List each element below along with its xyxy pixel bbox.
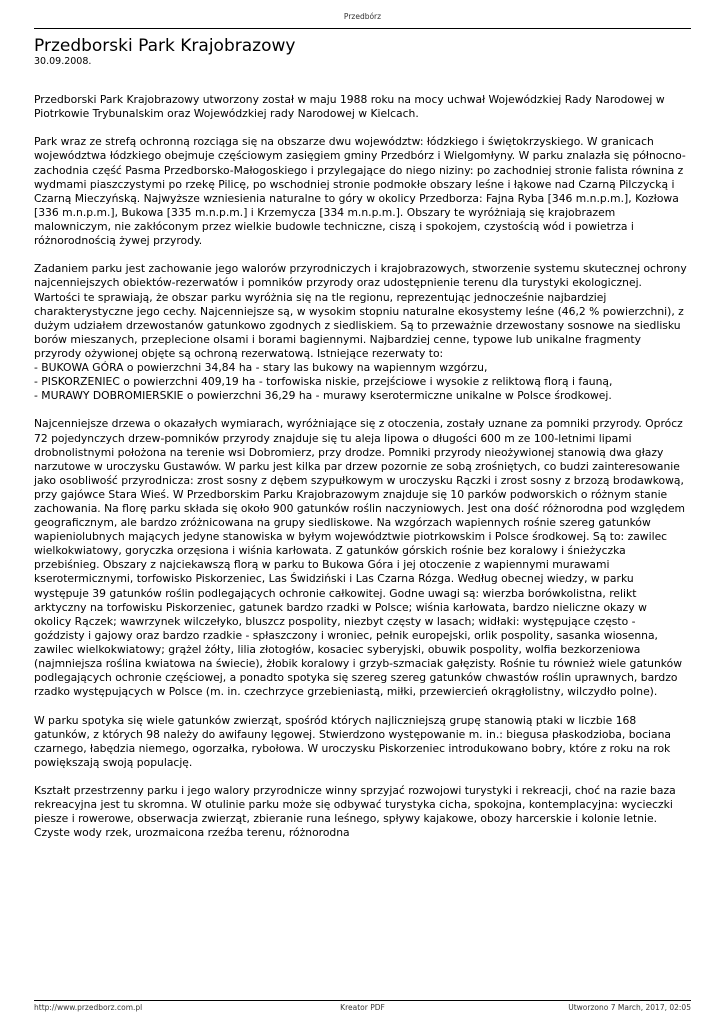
page-header <box>34 12 691 29</box>
paragraph: Najcenniejsze drzewa o okazałych wymiarach, wyróżniające się z otoczenia, zostały uznane za pomniki przyrody. Oprócz 72 pojedynczych drzew-pomników przyrody znajduje się tu aleja lipowa o długości 600 m ze 100-letnimi lipami drobnolistnymi położona na terenie wsi Dobromierz, przy drodze. Pomniki przyrody nieożywionej stanowią dwa głazy narzutowe w uroczysku Gustawów. W parku jest kilka par drzew pozornie ze sobą zrośniętych, co budzi zainteresowanie jako osobliwość przyrodnicza: zrost sosny z dębem szypułkowym w uroczysku Rączki i zrost sosny z brzozą brodawkową, przy gajówce Stara Wieś. W Przedborskim Parku Krajobrazowym znajduje się 10 parków podworskich o różnym stanie zachowania. Na florę parku składa się około 900 gatunków roślin naczyniowych. Jest ona dość różnorodna pod względem geograficznym, ale bardzo zróżnicowana na grupy siedliskowe. Na wzgórzach wapiennych rośnie szereg gatunków wapieniolubnych mających jedyne stanowiska w byłym województwie piotrkowskim i Polsce środkowej. Są to: zawilec wielkokwiatowy, goryczka orzęsiona i wiśnia karłowata. Z gatunków górskich rośnie bez koralowy i śnieżyczka przebiśnieg. Obszary z najciekawszą florą w parku to Bukowa Góra i jej otoczenie z wapiennymi murawami kserotermicznymi, torfowisko Piskorzeniec, Las Świdziński i Las Czarna Rózga. Według obecnej wiedzy, w parku występuje 39 gatunków roślin podlegających ochronie całkowitej. Godne uwagi są: wierzba borówkolistna, relikt arktyczny na torfowisku Piskorzeniec, gatunek bardzo rzadki w Polsce; wiśnia karłowata, bardzo nieliczne okazy w okolicy Rączek; wawrzynek wilczełyko, bluszcz pospolity, niezbyt częsty w lasach; widłaki: występujące często - goździsty i gajowy oraz bardzo rzadkie - spłaszczony i wroniec, pełnik europejski, orlik pospolity, sasanka wiosenna, zawilec wielkokwiatowy; grążel żółty, lilia złotogłów, kosaciec syberyjski, obuwik pospolity, wolfia bezkorzeniowa (najmniejsza roślina kwiatowa na świecie), żłobik koralowy i grzyb-szmaciak gałęzisty. Rośnie tu również wiele gatunków podlegających ochronie częściowej, a ponadto spotyka się szereg szereg gatunków chwastów roślin uprawnych, bardzo rzadko występujących w Polsce (m. in. czechrzyce grzebieniastą, miłki, przewiercień okrągłolistny, wilczydło polne). <box>34 417 686 699</box>
footer-url[interactable]: http://www.przedborz.com.pl <box>34 1003 143 1012</box>
paragraph: Park wraz ze strefą ochronną rozciąga się na obszarze dwu województw: łódzkiego i świętokrzyskiego. W granicach województwa łódzkiego obejmuje częściowym zasięgiem gminy Przedbórz i Wielgomłyny. W parku znalazła się północno-zachodnia część Pasma Przedborsko-Małogoskiego i przylegające do niego niziny: po zachodniej stronie falista równina z wydmami piaszczystymi po rzekę Pilicę, po wschodniej stronie podmokłe obszary leśne i łąkowe nad Czarną Pilczycką i Czarną Mieczyńską. Najwyższe wzniesienia naturalne to góry w okolicy Przedborza: Fajna Ryba [346 m.n.p.m.], Kozłowa [336 m.n.p.m.], Bukowa [335 m.n.p.m.] i Krzemycza [334 m.n.p.m.]. Obszary te wyróżniają się krajobrazem malowniczym, nie zakłóconym przez wielkie budowle techniczne, ciszą i spokojem, czystością wód i powietrza i różnorodnością żywej przyrody. <box>34 135 686 248</box>
article-body <box>34 93 687 855</box>
site-name: Przedbórz <box>343 12 382 21</box>
article-date: 30.09.2008. <box>34 56 92 67</box>
paragraph: Kształt przestrzenny parku i jego walory przyrodnicze winny sprzyjać rozwojowi turystyki i rekreacji, choć na razie baza rekreacyjna jest tu skromna. W otulinie parku może się odbywać turystyka cicha, spokojna, kontemplacyjna: wycieczki piesze i rowerowe, obserwacja zwierząt, zbieranie runa leśnego, spływy kajakowe, obozy harcerskie i kolonie letnie. Czyste wody rzek, urozmaicona rzeźba terenu, różnorodna <box>34 784 676 840</box>
article-header <box>34 36 691 68</box>
paragraph: Przedborski Park Krajobrazowy utworzony został w maju 1988 roku na mocy uchwał Wojewódzkiej Rady Narodowej w Piotrkowie Trybunalskim oraz Wojewódzkiej rady Narodowej w Kielcach. <box>34 93 665 121</box>
footer-created: Utworzono 7 March, 2017, 02:05 <box>568 1003 691 1012</box>
paragraph: W parku spotyka się wiele gatunków zwierząt, spośród których najliczniejszą grupę stanowią ptaki w liczbie 168 gatunków, z których 98 należy do awifauny lęgowej. Stwierdzono występowanie m. in.: biegusa płaskodzioba, bociana czarnego, łabędzia niemego, ogorzałka, rybołowa. W uroczysku Piskorzeniec introdukowano bobry, które z roku na rok powiększają swoją populację. <box>34 713 671 769</box>
page-footer <box>34 1000 691 1012</box>
paragraph: Zadaniem parku jest zachowanie jego walorów przyrodniczych i krajobrazowych, stworzenie systemu skutecznej ochrony najcenniejszych obiektów-rezerwatów i pomników przyrody oraz udostępnienie terenu dla turystyki ekologicznej. Wartości te sprawiają, że obszar parku wyróżnia się na tle regionu, reprezentując jednocześnie najbardziej charakterystyczne jego cechy. Najcenniejsze są, w wysokim stopniu naturalne ekosystemy leśne (46,2 % powierzchni), z dużym udziałem drzewostanów gatunkowo zgodnych z siedliskiem. Są to przeważnie drzewostany sosnowe na siedlisku borów mieszanych, przeplecione olsami i borami bagiennymi. Najbardziej cenne, typowe lub unikalne fragmenty przyrody ożywionej objęte są ochroną rezerwatową. Istniejące rezerwaty to: - BUKOWA GÓRA o powierzchni 34,84 ha - stary las bukowy na wapiennym wzgórzu, - PISKORZENIEC o powierzchni 409,19 ha - torfowiska niskie, przejściowe i wysokie z reliktową florą i fauną, - MURAWY DOBROMIERSKIE o powierzchni 36,29 ha - murawy kserotermiczne unikalne w Polsce środkowej. <box>34 262 687 403</box>
footer-generator: Kreator PDF <box>340 1003 385 1012</box>
page-title: Przedborski Park Krajobrazowy <box>34 36 296 56</box>
